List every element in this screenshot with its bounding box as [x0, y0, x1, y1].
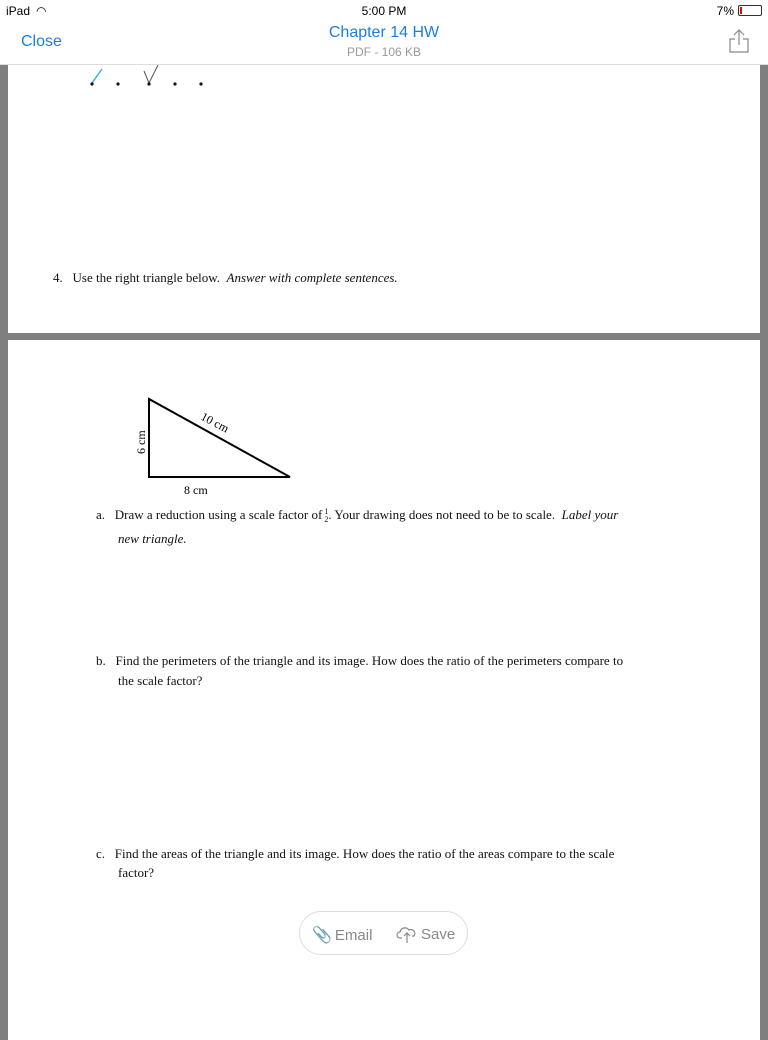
pdf-page-1 [8, 65, 760, 333]
svg-text:10 cm: 10 cm [198, 409, 232, 436]
wifi-icon: ◠ [36, 4, 47, 18]
device-name: iPad [6, 4, 31, 18]
document-title: Chapter 14 HW [328, 24, 440, 41]
question-b-continued: the scale factor? [118, 673, 203, 688]
navigation-bar [0, 20, 768, 65]
question-b: b. Find the perimeters of the triangle and its image. How does the ratio of the perimeters compare to [96, 653, 624, 668]
question-a-continued: new triangle. [118, 531, 187, 546]
svg-text:6 cm: 6 cm [134, 430, 148, 454]
save-button[interactable]: Save [396, 925, 455, 943]
paperclip-icon: 📎 [312, 927, 332, 944]
dot-grid-drawing [88, 65, 218, 90]
question-4: 4. Use the right triangle below. Answer with complete sentences. [53, 270, 398, 285]
clock: 5:00 PM [361, 4, 407, 18]
battery-icon [738, 5, 762, 16]
right-triangle-figure [128, 390, 308, 500]
email-button[interactable]: 📎 Email [312, 926, 373, 944]
document-info: PDF - 106 KB [346, 45, 422, 59]
svg-text:8 cm: 8 cm [184, 483, 208, 497]
fraction-one-half: 1 2 [324, 507, 329, 525]
share-icon[interactable] [728, 28, 750, 54]
question-c-continued: factor? [118, 865, 155, 880]
question-c: c. Find the areas of the triangle and its image. How does the ratio of the areas compare to the scale [96, 846, 615, 861]
close-button[interactable]: Close [21, 33, 62, 50]
status-bar [0, 0, 768, 20]
cloud-upload-icon [396, 925, 418, 943]
action-pill [299, 911, 468, 955]
battery-percent: 7% [716, 4, 734, 18]
question-a: a. Draw a reduction using a scale factor of 1 2. Your drawing does not need to be to scale. Label your [96, 507, 619, 525]
